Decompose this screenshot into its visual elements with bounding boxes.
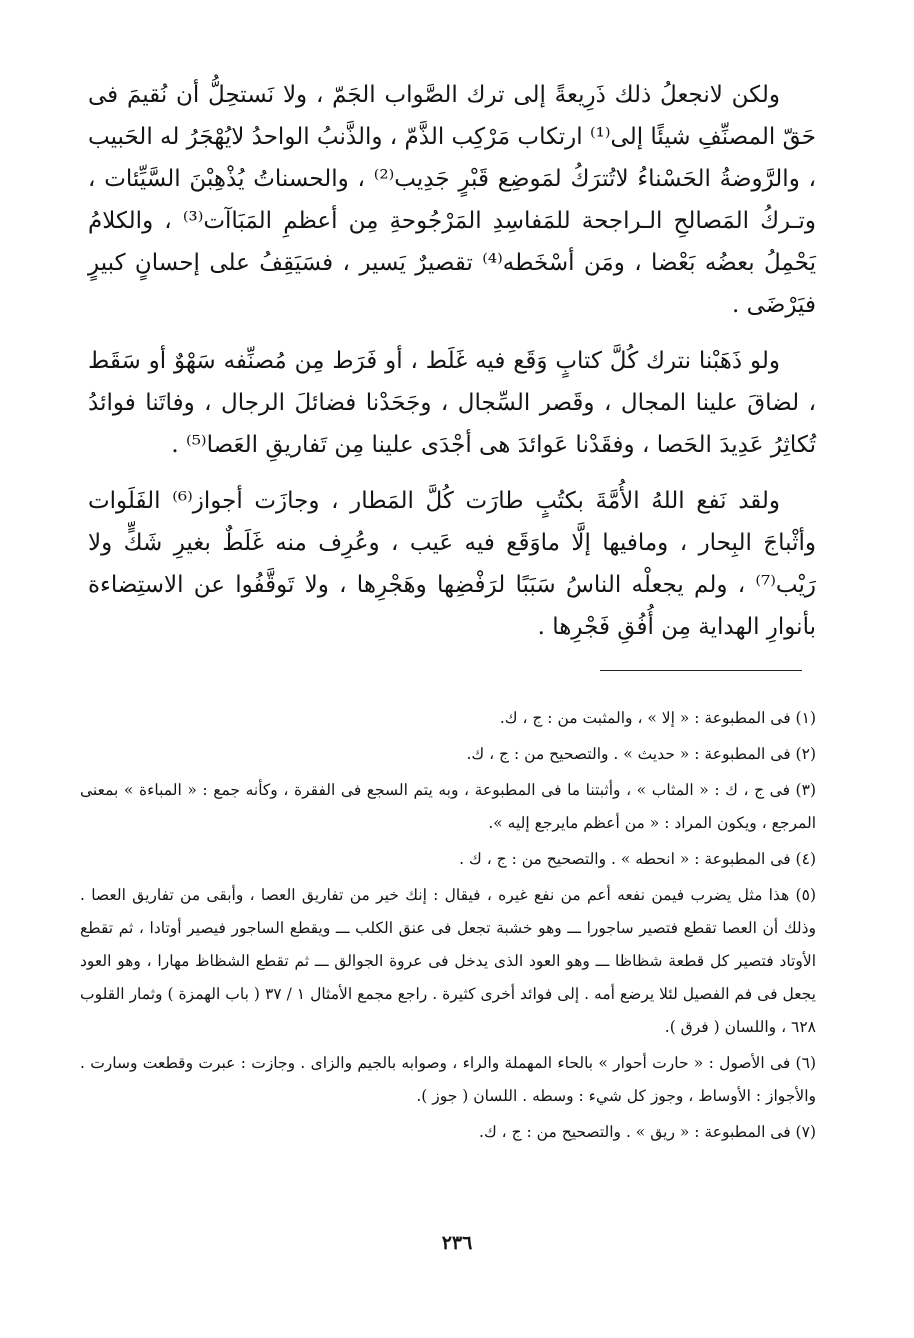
page-number: ٢٣٦ [441,1232,473,1254]
footnote: (٥) هذا مثل يضرب فيمن نفعه أعم من نفع غيره ، فيقال : إنك خير من تفاريق العصا ، وأبقى من تفاريق العصا . وذلك أن العصا تقطع فتصير ساجورا ـــ وهو خشبة تجعل فى عنق الكلب ـــ ويقطع الساجور فيصير أوتادا ، ثم تقطع الأوتاد فتصير كل قطعة شظاظا ـــ وهو العود الذى يدخل فى عروة الجوالق ـــ ثم تقطع الشظاظ مهارا ، وهو العود يجعل فى فم الفصيل لئلا يرضع أمه . إلى فوائد أخرى كثيرة . راجع مجمع الأمثال ١ / ٣٧ ( باب الهمزة ) وثمار القلوب ٦٢٨ ، واللسان ( فرق ). [80,886,817,1036]
footnote-separator [600,670,802,671]
footnote: (٣) فى ج ، ك : « المثاب » ، وأثبتنا ما فى المطبوعة ، وبه يتم السجع فى الفقرة ، وكأنه جمع : « المباءة » بمعنى المرجع ، ويكون المراد : « من أعظم مايرجع إليه ». [80,781,816,832]
footnote: (١) فى المطبوعة : « إلا » ، والمثبت من : ج ، ك. [499,709,816,727]
paragraph: ولقد نَفع اللهُ الأُمَّةَ بكتُبٍ طارَت كُلَّ المَطار ، وجازَت أجواز⁽⁶⁾ الفَلَوات وأثْباجَ البِحار ، ومافيها إلَّا ماوَقَع فيه عَيب ، وعُرِف منه غَلَطٌ بغيرِ شَكٍّ ولا رَيْب⁽⁷⁾ ، ولم يجعلْه الناسُ سَبَبًا لرَفْضِها وهَجْرِها ، ولا تَوقَّفُوا عن الاستِضاءة بأنوارِ الهداية مِن أُفُقِ فَجْرِها . [88,488,816,640]
footnote: (٢) فى المطبوعة : « حديث » . والتصحيح من : ج ، ك. [466,745,816,763]
footnote: (٤) فى المطبوعة : « انحطه » . والتصحيح من : ج ، ك . [459,850,816,868]
paragraph: ولو ذَهَبْنا نترك كُلَّ كتابٍ وَقَع فيه غَلَط ، أو فَرَط مِن مُصنِّفه سَهْوٌ أو سَقَط ، لضاقَ علينا المجال ، وقَصر السِّجال ، وجَحَدْنا فضائلَ الرجال ، وفاتَنا فوائدُ تُكاثِرُ عَدِيدَ الحَصا ، وفقَدْنا عَوائدَ هى أجْدَى علينا مِن تَفاريقِ العَصا⁽⁵⁾ . [88,348,816,458]
footnotes [80,702,816,1152]
footnote: (٦) فى الأصول : « حارت أحوار » بالحاء المهملة والراء ، وصوابه بالجيم والزاى . وجازت : عبرت وقطعت وسارت . والأجواز : الأوساط ، وجوز كل شيء : وسطه . اللسان ( جوز ). [80,1054,816,1105]
main-text [88,74,816,662]
footnote: (٧) فى المطبوعة : « ريق » . والتصحيح من : ج ، ك. [479,1123,816,1141]
paragraph: ولكن لانجعلُ ذلك ذَرِيعةً إلى ترك الصَّواب الجَمّ ، ولا نَستحِلُّ أن نُقيمَ فى حَقّ المصنِّفِ شيئًا إلى⁽¹⁾ ارتكاب مَرْكِب الذَّمّ ، والذَّنبُ الواحدُ لايُهْجَرُ له الحَبيب ، والرَّوضةُ الحَسْناءُ لاتُترَكُ لمَوضِع قَبْرٍ جَدِيب⁽²⁾ ، والحسناتُ يُذْهِبْنَ السَّيِّئات ، وتـركُ المَصالحِ الـراجحة للمَفاسِدِ المَرْجُوحةِ مِن أعظمِ المَبَاآت⁽³⁾ ، والكلامُ يَحْمِلُ بعضُه بَعْضا ، ومَن أسْخَطه⁽⁴⁾ تقصيرٌ يَسير ، فسَيَقِفُ على إحسانٍ كبيرٍ فيَرْضَى . [88,82,817,318]
